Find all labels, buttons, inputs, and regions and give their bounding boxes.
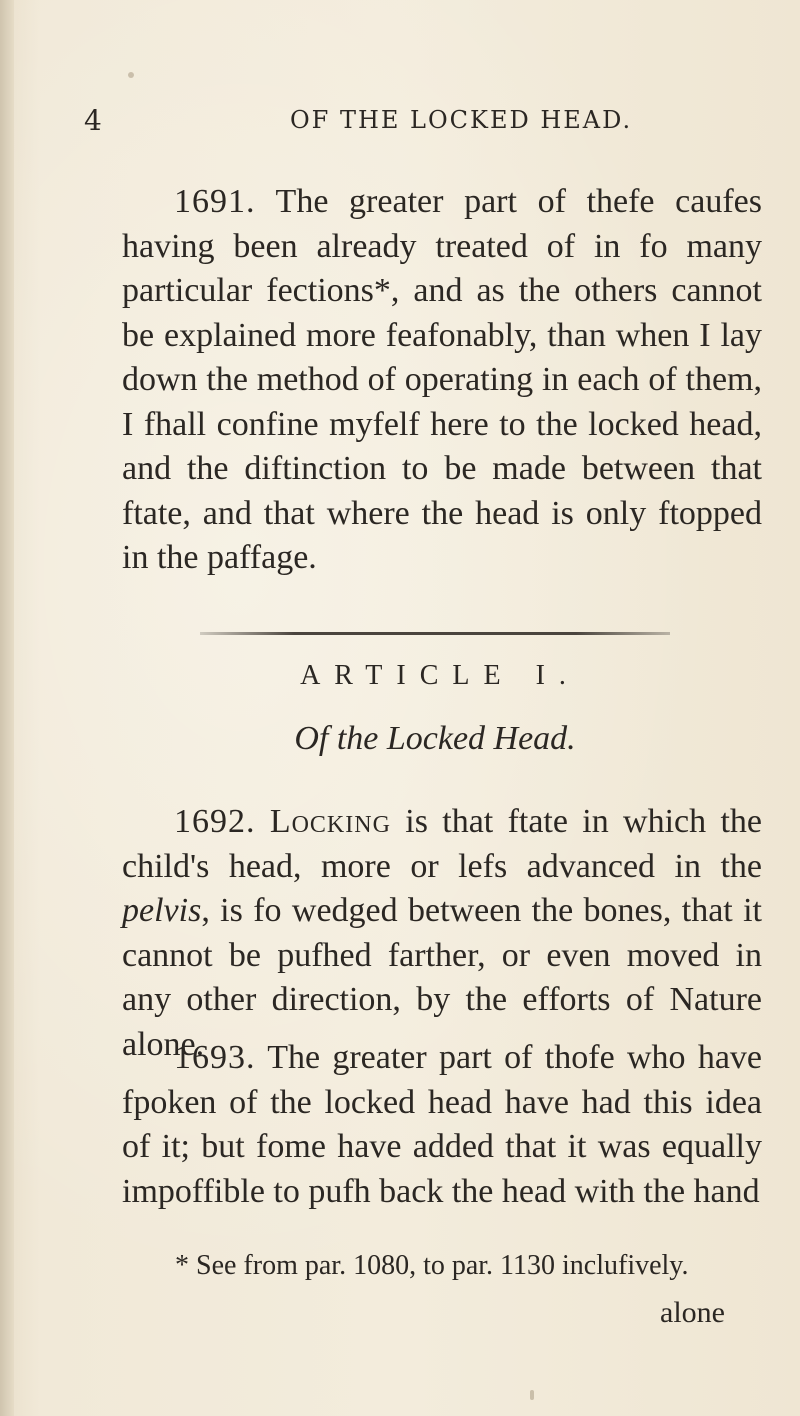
- italic-term: pelvis: [122, 892, 202, 929]
- page-gutter: [0, 0, 14, 1416]
- section-divider: [200, 632, 670, 635]
- footnote-reference: *: [373, 272, 391, 309]
- paragraph-text: is that ftate in which the child's head, more or lefs advanced in the: [122, 803, 763, 885]
- paper-speck: [128, 72, 134, 78]
- running-head-title: OF THE LOCKED HEAD.: [290, 106, 633, 134]
- footnote-text: See from par. 1080, to par. 1130 inclufively.: [196, 1250, 689, 1281]
- paragraph-text: The greater part of thefe caufes having been already treated of in fo many particular fections: [122, 183, 762, 309]
- paragraph-number: 1692.: [174, 803, 256, 840]
- lead-word: Locking: [269, 803, 391, 840]
- paragraph-1693: [122, 1036, 762, 1214]
- page-number: 4: [84, 104, 102, 137]
- catchword: alone: [660, 1296, 725, 1329]
- paragraph-text: The greater part of thofe who have fpoken of the locked head have had this idea of it; but fome have added that it was equally impoffible to pufh back the head with the hand: [122, 1039, 762, 1210]
- article-heading: ARTICLE I.: [300, 660, 580, 691]
- footnote: [175, 1250, 735, 1282]
- paragraph-text: , and as the others cannot be explained more feafonably, than when I lay down the method of operating in each of them, I fhall confine myfelf here to the locked head, and the diftinction to be made between that ftate, and that where the head is only ftopped in the paffage.: [122, 272, 762, 576]
- running-head: [70, 100, 710, 140]
- paragraph-1692: [122, 800, 762, 1067]
- footnote-mark: *: [175, 1250, 189, 1281]
- paper-speck: [530, 1390, 534, 1400]
- paragraph-number: 1691.: [174, 183, 256, 220]
- paragraph-text: , is fo wedged between the bones, that it cannot be pufhed farther, or even moved in any other direction, by the efforts of Nature alone.: [122, 892, 762, 1063]
- article-subtitle: Of the Locked Head.: [294, 720, 576, 757]
- paragraph-1691: [122, 180, 762, 581]
- paragraph-number: 1693.: [174, 1039, 256, 1076]
